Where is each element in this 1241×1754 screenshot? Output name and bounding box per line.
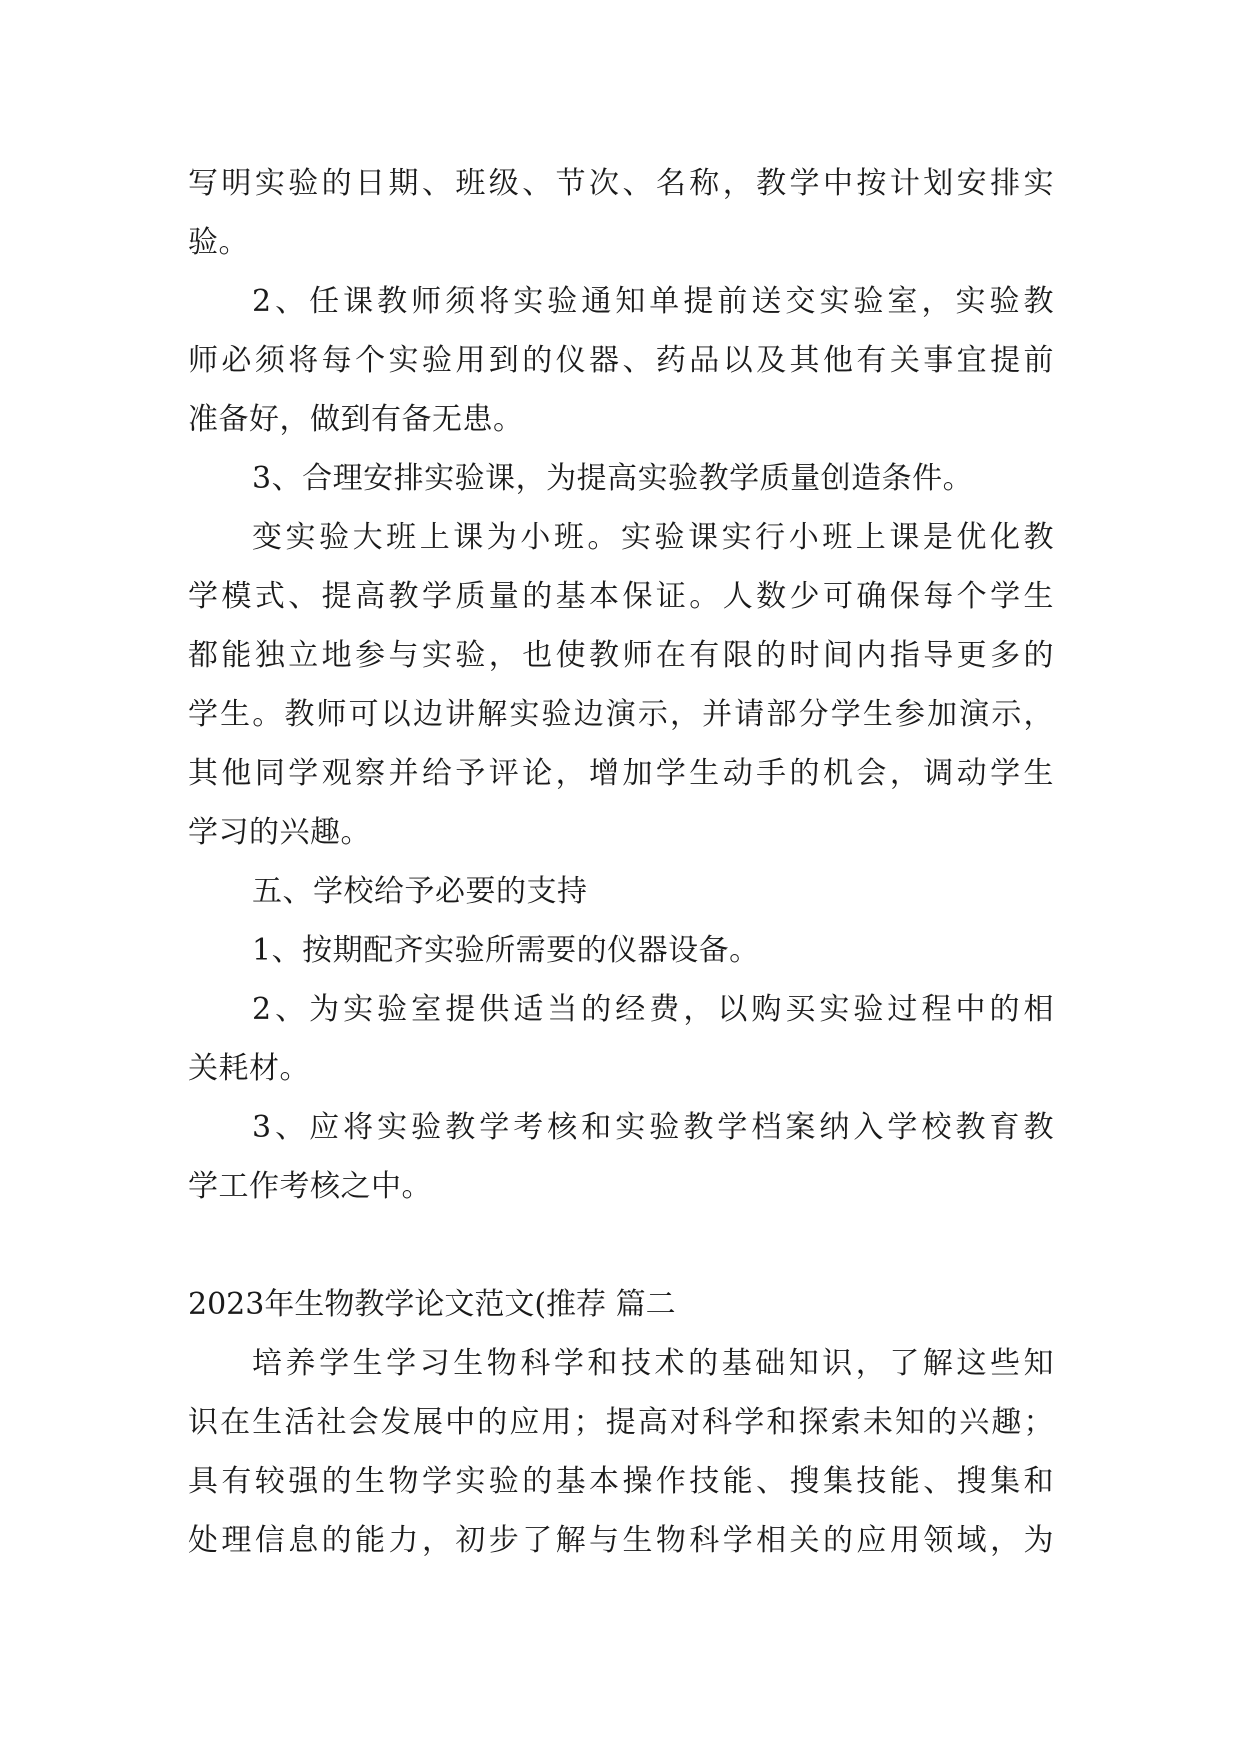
paragraph-line: 学模式、提高教学质量的基本保证。人数少可确保每个学生 bbox=[188, 579, 1054, 614]
paragraph-line: 处理信息的能力，初步了解与生物科学相关的应用领域，为 bbox=[188, 1523, 1054, 1558]
paragraph-line: 2、任课教师须将实验通知单提前送交实验室，实验教 bbox=[252, 284, 1054, 319]
section-spacer bbox=[188, 1216, 1054, 1275]
document-page bbox=[188, 154, 1054, 1570]
paragraph-line: 学工作考核之中。 bbox=[188, 1169, 432, 1204]
paragraph-line: 师必须将每个实验用到的仪器、药品以及其他有关事宜提前 bbox=[188, 343, 1054, 378]
paragraph-line: 学生。教师可以边讲解实验边演示，并请部分学生参加演示， bbox=[188, 697, 1054, 732]
paragraph-line: 培养学生学习生物科学和技术的基础知识，了解这些知 bbox=[252, 1346, 1054, 1381]
paragraph-line: 关耗材。 bbox=[188, 1051, 310, 1086]
paragraph-line: 验。 bbox=[188, 225, 249, 260]
paragraph-line: 写明实验的日期、班级、节次、名称，教学中按计划安排实 bbox=[188, 166, 1054, 201]
paragraph-line: 变实验大班上课为小班。实验课实行小班上课是优化教 bbox=[252, 520, 1054, 555]
paragraph-line: 具有较强的生物学实验的基本操作技能、搜集技能、搜集和 bbox=[188, 1464, 1054, 1499]
paragraph-line: 准备好，做到有备无患。 bbox=[188, 402, 524, 437]
paragraph-line: 学习的兴趣。 bbox=[188, 815, 371, 850]
paragraph-line: 都能独立地参与实验，也使教师在有限的时间内指导更多的 bbox=[188, 638, 1054, 673]
paragraph-line: 识在生活社会发展中的应用；提高对科学和探索未知的兴趣； bbox=[188, 1405, 1054, 1440]
paragraph-line: 2、为实验室提供适当的经费，以购买实验过程中的相 bbox=[252, 992, 1054, 1027]
paragraph-line: 3、应将实验教学考核和实验教学档案纳入学校教育教 bbox=[252, 1110, 1054, 1145]
paragraph-line: 1、按期配齐实验所需要的仪器设备。 bbox=[252, 933, 760, 968]
paragraph-line: 其他同学观察并给予评论，增加学生动手的机会，调动学生 bbox=[188, 756, 1054, 791]
section-title: 2023年生物教学论文范文(推荐 篇二 bbox=[188, 1287, 676, 1322]
subheading-line: 五、学校给予必要的支持 bbox=[252, 874, 588, 909]
paragraph-line: 3、合理安排实验课，为提高实验教学质量创造条件。 bbox=[252, 461, 974, 496]
